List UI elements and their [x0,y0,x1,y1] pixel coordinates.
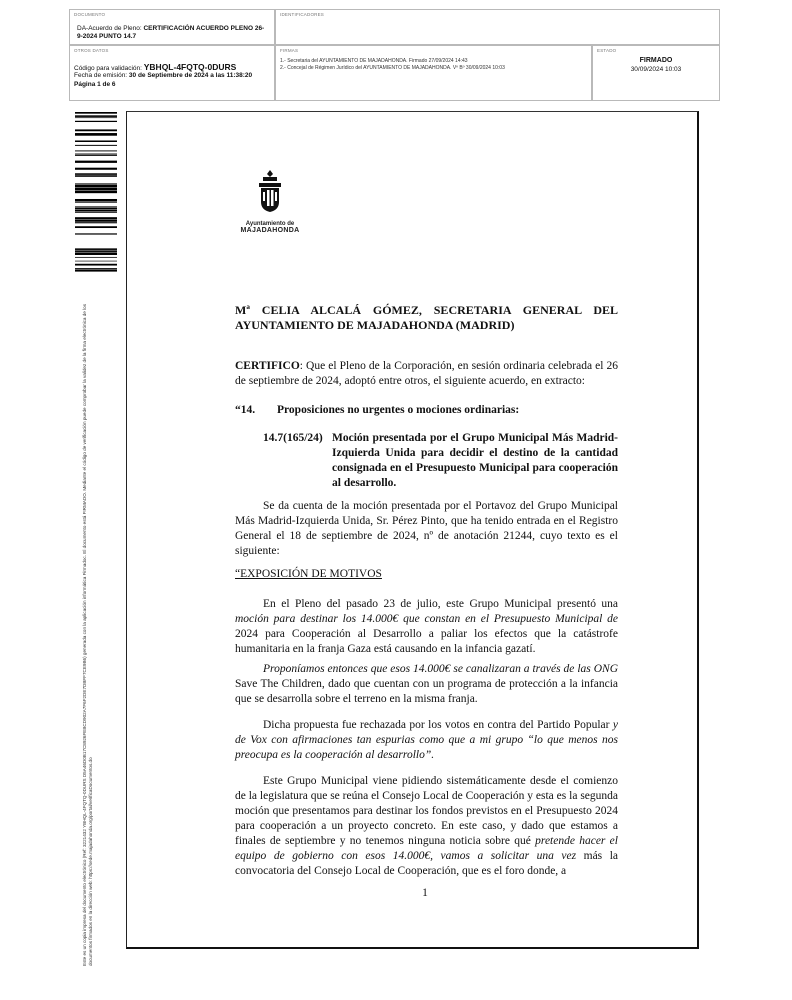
intro-paragraph: Se da cuenta de la moción presentada por el Portavoz del Grupo Municipal Más Madrid-Izquierda Unida, Sr. Pérez Pinto, que ha tenido entrada en el Registro General el 18 de septiembre de 2024, nº de anotación 21244, cuyo texto es el siguiente: [235,500,618,557]
firmas-caption: FIRMAS [280,48,299,53]
pagina-info: Página 1 de 6 [74,81,116,88]
subitem-title: Moción presentada por el Grupo Municipal Más Madrid-Izquierda Unida para decidir el destino de la cantidad consignada en el Presupuesto Municipal para cooperación al desarrollo. [332,432,618,489]
fecha-emision: Fecha de emisión: 30 de Septiembre de 2024 a las 11:38:20 [74,72,253,79]
codigo-validacion: Código para validación: YBHQL-4FQTQ-0DURS [74,62,237,72]
verification-side-note: Este es un copia impresa del documento electrónico (Ref: 3221432 YBHQL-4FQTQ-0DURS D5A46D0B17C8926FEBCD902A7F6F2DE7DBFF7CE9B6) generada con la aplicación informática Firmadoc. El documento está FIRMADO. Mediante el código de verificación puede comprobar la validez de la firma electrónica de los documentos firmados en la dirección web: https://sede.majadahonda.org/portal/verificaDocumentos.do [82,304,93,966]
firma-2: 2.- Concejal de Régimen Jurídico del AYUNTAMIENTO DE MAJADAHONDA. Vº Bº 30/09/2024 10:03 [280,65,505,71]
estado-value: FIRMADO [639,57,673,64]
estado-date: 30/09/2024 10:03 [630,66,682,73]
firmas-box [275,45,592,101]
otros-datos-caption: OTROS DATOS [74,48,109,53]
exposicion-heading: “EXPOSICIÓN DE MOTIVOS [235,568,382,580]
coat-of-arms-icon [252,168,288,214]
identificadores-box [275,9,720,45]
documento-box [69,9,275,45]
documento-value: DA-Acuerdo de Pleno: CERTIFICACIÓN ACUERDO PLENO 26-9-2024 PUNTO 14.7 [77,25,265,40]
majadahonda-logo [237,168,303,238]
estado-box [592,45,720,101]
identificadores-caption: IDENTIFICADORES [280,12,325,17]
certifico-paragraph: CERTIFICO: Que el Pleno de la Corporación, en sesión ordinaria celebrada el 26 de septiembre de 2024, adoptó entre otros, el siguiente acuerdo, en extracto: [235,360,618,387]
firma-1: 1.- Secretaria del AYUNTAMIENTO DE MAJADAHONDA. Firmado 27/09/2024 14:43 [280,58,468,64]
logo-line-1: Ayuntamiento de [245,221,295,227]
paragraph-pleno-julio: En el Pleno del pasado 23 de julio, este Grupo Municipal presentó una moción para destinar los 14.000€ que constan en el Presupuesto Municipal de 2024 para Cooperación al Desarrollo a paliar los efectos que la catástrofe humanitaria en la franja Gaza está causando en la infancia gazatí. [235,598,618,655]
subitem-number: 14.7(165/24) [263,432,323,444]
logo-line-2: MAJADAHONDA [240,227,300,234]
secretary-heading: Mª CELIA ALCALÁ GÓMEZ, SECRETARIA GENERAL DEL AYUNTAMIENTO DE MAJADAHONDA (MADRID) [235,303,618,332]
otros-datos-box [69,45,275,101]
paragraph-rechazada: Dicha propuesta fue rechazada por los votos en contra del Partido Popular y de Vox con afirmaciones tan espurias como que a mi grupo “lo que menos nos preocupa es la cooperación al desarrollo”. [235,719,618,761]
paragraph-ong: Proponíamos entonces que esos 14.000€ se canalizaran a través de las ONG Save The Children, dado que cuentan con un programa de protección a la infancia que se desarrolla sobre el terreno en la misma franja. [235,663,618,705]
item-title: Proposiciones no urgentes o mociones ordinarias: [277,404,520,416]
documento-caption: DOCUMENTO [74,12,106,17]
estado-caption: ESTADO [597,48,617,53]
barcode-image [75,112,117,272]
page-number: 1 [422,887,428,899]
item-number: “14. [235,404,256,416]
paragraph-consejo: Este Grupo Municipal viene pidiendo sistemáticamente desde el comienzo de la legislatura que se reúna el Consejo Local de Cooperación y esta es la segunda moción que presentamos para destinar los fondos previstos en el Presupuesto 2024 para cooperación a un proyecto concreto. En este caso, y dado que estamos a finales de septiembre y no tenemos ninguna noticia sobre qué pretende hacer el equipo de gobierno con esos 14.000€, vamos a solicitar una vez más la convocatoria del Consejo Local de Cooperación, que es el foro donde, a [235,775,618,877]
